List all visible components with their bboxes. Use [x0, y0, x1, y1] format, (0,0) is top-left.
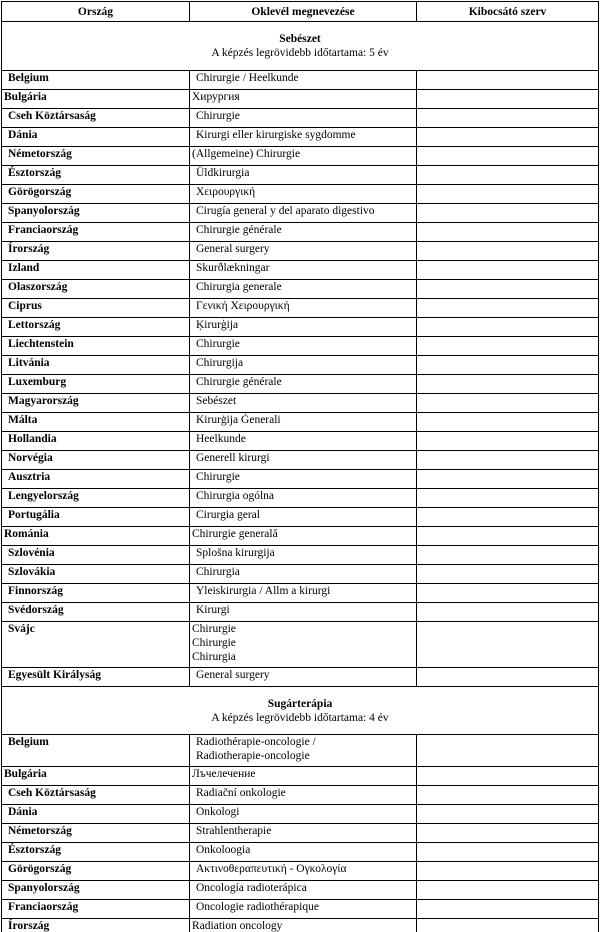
issuer-cell [417, 166, 599, 185]
issuer-cell [417, 767, 599, 786]
diploma-line: Radiační onkologie [196, 787, 286, 799]
table-row [2, 261, 599, 280]
table-row [2, 242, 599, 261]
table-row [2, 603, 599, 622]
diploma-line: Heelkunde [196, 433, 246, 445]
diploma-line: Chirurgie générale [196, 376, 282, 388]
issuer-cell [417, 280, 599, 299]
issuer-cell [417, 805, 599, 824]
diploma-line: General surgery [196, 243, 270, 255]
diploma-line: Chirurgie [192, 623, 236, 635]
diploma-cell [190, 242, 417, 261]
table-row [2, 767, 599, 786]
issuer-cell [417, 786, 599, 805]
table-row [2, 919, 599, 932]
header-row [2, 2, 599, 22]
diploma-line: Ακτινοθεραπευτική - Ογκολογία [196, 863, 347, 875]
table-row [2, 318, 599, 337]
issuer-cell [417, 603, 599, 622]
diploma-cell [190, 584, 417, 603]
issuer-cell [417, 109, 599, 128]
section-subtitle: A képzés legrövidebb időtartama: 5 év [211, 47, 389, 59]
diploma-cell [190, 413, 417, 432]
diploma-cell [190, 280, 417, 299]
diploma-line: Onkologi [196, 806, 240, 818]
table-row [2, 786, 599, 805]
country-cell: Izland [2, 261, 190, 280]
country-cell: Írország [2, 242, 190, 261]
diploma-cell [190, 824, 417, 843]
country-cell: Észtország [2, 166, 190, 185]
diploma-line: General surgery [196, 669, 270, 681]
issuer-cell [417, 223, 599, 242]
table-row [2, 843, 599, 862]
country-cell: Magyarország [2, 394, 190, 413]
country-cell: Spanyolország [2, 881, 190, 900]
section-header [2, 22, 599, 71]
issuer-cell [417, 128, 599, 147]
section-header-row [2, 687, 599, 735]
country-cell: Észtország [2, 843, 190, 862]
diploma-line: Kirurġija Ġenerali [196, 414, 281, 426]
diploma-cell [190, 375, 417, 394]
country-cell: Spanyolország [2, 204, 190, 223]
table-row [2, 489, 599, 508]
country-cell: Ciprus [2, 299, 190, 318]
issuer-cell [417, 318, 599, 337]
diploma-line: Strahlentherapie [196, 825, 272, 837]
table-row [2, 109, 599, 128]
diploma-cell [190, 204, 417, 223]
country-cell: Finnország [2, 584, 190, 603]
diploma-line: Onkoloogia [196, 844, 251, 856]
diploma-cell [190, 622, 417, 668]
diploma-line: Splošna kirurgija [196, 547, 275, 559]
country-cell: Franciaország [2, 900, 190, 919]
table-row [2, 280, 599, 299]
issuer-cell [417, 919, 599, 932]
issuer-cell [417, 375, 599, 394]
header-issuer: Kibocsátó szerv [417, 2, 599, 22]
section-header-row [2, 22, 599, 71]
table-row [2, 527, 599, 546]
diploma-line: Kirurgi eller kirurgiske sygdomme [196, 129, 356, 141]
country-cell: Lettország [2, 318, 190, 337]
country-cell: Bulgária [2, 767, 190, 786]
table-row [2, 805, 599, 824]
diploma-line: Yleiskirurgia / Allm a kirurgi [196, 585, 331, 597]
table-row [2, 470, 599, 489]
diploma-cell [190, 843, 417, 862]
diploma-cell [190, 786, 417, 805]
issuer-cell [417, 356, 599, 375]
diploma-line: Oncologie radiothérapique [196, 901, 319, 913]
diploma-line: Chirurgia ogólna [196, 490, 275, 502]
diploma-line: Γενική Χειρουργική [196, 300, 290, 312]
country-cell: Svédország [2, 603, 190, 622]
diploma-line: Chirurgie generală [192, 528, 278, 540]
table-row [2, 622, 599, 668]
diploma-line: Chirurgie [196, 471, 240, 483]
diploma-cell [190, 735, 417, 767]
diploma-cell [190, 451, 417, 470]
header-diploma: Oklevél megnevezése [190, 2, 417, 22]
country-cell: Hollandia [2, 432, 190, 451]
diploma-line: Radiotherapie-oncologie [196, 750, 310, 762]
table-row [2, 546, 599, 565]
diploma-line: Лъчелечение [192, 768, 256, 780]
table-row [2, 668, 599, 687]
diploma-line: Skurðlækningar [196, 262, 270, 274]
diploma-cell [190, 394, 417, 413]
table-row [2, 128, 599, 147]
diploma-cell [190, 299, 417, 318]
issuer-cell [417, 735, 599, 767]
country-cell: Cseh Köztársaság [2, 109, 190, 128]
diploma-cell [190, 565, 417, 584]
table-row [2, 185, 599, 204]
diploma-cell [190, 185, 417, 204]
country-cell: Norvégia [2, 451, 190, 470]
issuer-cell [417, 147, 599, 166]
country-cell: Liechtenstein [2, 337, 190, 356]
country-cell: Ausztria [2, 470, 190, 489]
country-cell: Románia [2, 527, 190, 546]
country-cell: Németország [2, 824, 190, 843]
diploma-cell [190, 881, 417, 900]
country-cell: Dánia [2, 128, 190, 147]
issuer-cell [417, 413, 599, 432]
section-title: Sebészet [279, 33, 321, 45]
issuer-cell [417, 546, 599, 565]
diploma-line: Oncología radioterápica [196, 882, 307, 894]
table-row [2, 394, 599, 413]
table-row [2, 413, 599, 432]
diploma-cell [190, 128, 417, 147]
diploma-cell [190, 318, 417, 337]
country-cell: Litvánia [2, 356, 190, 375]
diploma-cell [190, 109, 417, 128]
diploma-cell [190, 223, 417, 242]
country-cell: Cseh Köztársaság [2, 786, 190, 805]
diploma-cell [190, 90, 417, 109]
issuer-cell [417, 881, 599, 900]
issuer-cell [417, 261, 599, 280]
table-row [2, 824, 599, 843]
table-row [2, 147, 599, 166]
section-subtitle: A képzés legrövidebb időtartama: 4 év [211, 711, 389, 724]
diploma-line: Chirurgie [196, 110, 240, 122]
section-title: Sugárterápia [267, 697, 333, 710]
diploma-line: Cirugía general y del aparato digestivo [196, 205, 375, 217]
country-cell: Belgium [2, 71, 190, 90]
diploma-cell [190, 919, 417, 932]
table-row [2, 356, 599, 375]
diploma-line: Chirurgie [192, 637, 236, 649]
table-row [2, 451, 599, 470]
diploma-cell [190, 337, 417, 356]
diploma-cell [190, 527, 417, 546]
issuer-cell [417, 565, 599, 584]
issuer-cell [417, 299, 599, 318]
country-cell: Szlovénia [2, 546, 190, 565]
diploma-line: Chirurgie générale [196, 224, 282, 236]
country-cell: Svájc [2, 622, 190, 668]
table-row [2, 881, 599, 900]
diploma-line: Cirurgia geral [196, 509, 260, 521]
diploma-line: Radiation oncology [192, 920, 283, 932]
table-row [2, 166, 599, 185]
issuer-cell [417, 527, 599, 546]
table-row [2, 223, 599, 242]
issuer-cell [417, 862, 599, 881]
country-cell: Portugália [2, 508, 190, 527]
country-cell: Dánia [2, 805, 190, 824]
country-cell: Olaszország [2, 280, 190, 299]
issuer-cell [417, 584, 599, 603]
diploma-line: Üldkirurgia [196, 167, 250, 179]
country-cell: Belgium [2, 735, 190, 767]
section-header [2, 687, 599, 735]
diploma-line: (Allgemeine) Chirurgie [192, 148, 301, 160]
country-cell: Bulgária [2, 90, 190, 109]
diploma-line: Chirurgija [196, 357, 244, 369]
diploma-line: Ķirurģija [196, 319, 239, 331]
header-country: Ország [2, 2, 190, 22]
table-row [2, 71, 599, 90]
diploma-line: Хирургия [192, 91, 240, 103]
issuer-cell [417, 622, 599, 668]
table-row [2, 432, 599, 451]
issuer-cell [417, 489, 599, 508]
diploma-cell [190, 432, 417, 451]
diploma-line: Kirurgi [196, 604, 230, 616]
issuer-cell [417, 394, 599, 413]
table-row [2, 204, 599, 223]
table-body [2, 22, 599, 932]
table-row [2, 900, 599, 919]
diploma-cell [190, 261, 417, 280]
diploma-line: Chirurgia [192, 651, 236, 663]
diploma-line: Chirurgia generale [196, 281, 282, 293]
diploma-line: Chirurgia [196, 566, 240, 578]
diploma-cell [190, 668, 417, 687]
diploma-cell [190, 767, 417, 786]
issuer-cell [417, 71, 599, 90]
table-row [2, 337, 599, 356]
issuer-cell [417, 90, 599, 109]
diploma-line: Sebészet [196, 395, 237, 407]
country-cell: Írország [2, 919, 190, 932]
table-row [2, 862, 599, 881]
diploma-cell [190, 805, 417, 824]
issuer-cell [417, 242, 599, 261]
country-cell: Franciaország [2, 223, 190, 242]
issuer-cell [417, 668, 599, 687]
issuer-cell [417, 900, 599, 919]
issuer-cell [417, 451, 599, 470]
diploma-cell [190, 470, 417, 489]
diploma-cell [190, 489, 417, 508]
country-cell: Görögország [2, 862, 190, 881]
country-cell: Egyesült Királyság [2, 668, 190, 687]
issuer-cell [417, 185, 599, 204]
diploma-cell [190, 356, 417, 375]
table-row [2, 299, 599, 318]
diploma-cell [190, 147, 417, 166]
diploma-line: Χειρουργική [196, 186, 256, 198]
issuer-cell [417, 204, 599, 223]
diploma-cell [190, 862, 417, 881]
diploma-cell [190, 71, 417, 90]
country-cell: Málta [2, 413, 190, 432]
diploma-table [1, 1, 599, 932]
country-cell: Görögország [2, 185, 190, 204]
table-row [2, 508, 599, 527]
table-row [2, 584, 599, 603]
issuer-cell [417, 470, 599, 489]
table-row [2, 565, 599, 584]
issuer-cell [417, 824, 599, 843]
issuer-cell [417, 843, 599, 862]
diploma-cell [190, 508, 417, 527]
diploma-line: Chirurgie / Heelkunde [196, 72, 299, 84]
table-row [2, 735, 599, 767]
country-cell: Németország [2, 147, 190, 166]
issuer-cell [417, 337, 599, 356]
table-row [2, 90, 599, 109]
diploma-cell [190, 546, 417, 565]
country-cell: Szlovákia [2, 565, 190, 584]
issuer-cell [417, 432, 599, 451]
diploma-line: Chirurgie [196, 338, 240, 350]
diploma-cell [190, 603, 417, 622]
diploma-cell [190, 166, 417, 185]
diploma-line: Generell kirurgi [196, 452, 270, 464]
country-cell: Luxemburg [2, 375, 190, 394]
issuer-cell [417, 508, 599, 527]
country-cell: Lengyelország [2, 489, 190, 508]
diploma-line: Radiothérapie-oncologie / [196, 736, 316, 748]
diploma-cell [190, 900, 417, 919]
table-row [2, 375, 599, 394]
